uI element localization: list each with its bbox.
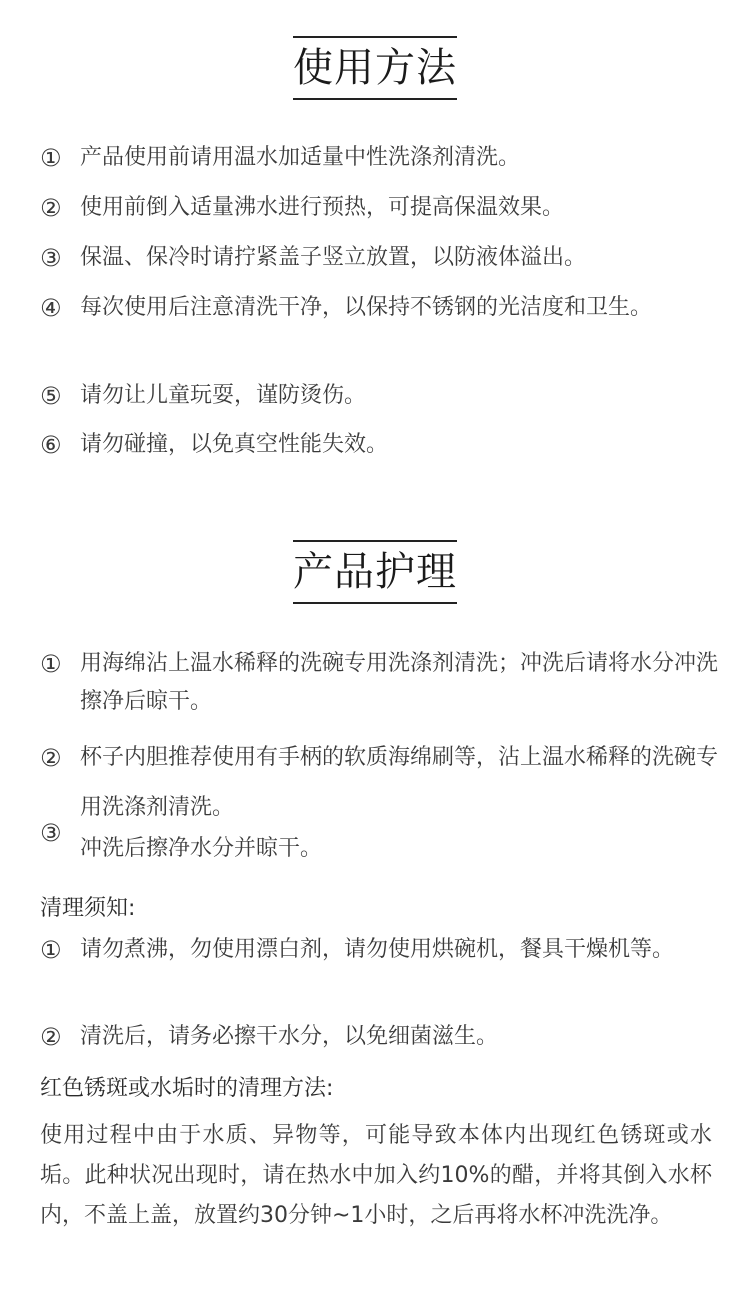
- item-text: 每次使用后注意清洗干净，以保持不锈钢的光洁度和卫生。: [80, 295, 653, 320]
- item-text: 杯子内胆推荐使用有手柄的软质海绵刷等，沾上温水稀释的洗碗专用洗涤剂清洗。: [80, 745, 719, 820]
- care-title: 产品护理: [0, 540, 750, 604]
- care-item-1: [40, 645, 720, 721]
- usage-item-4: [40, 289, 720, 327]
- notes-item-1: [40, 931, 720, 969]
- item-number: ②: [40, 744, 62, 772]
- item-text: 使用前倒入适量沸水进行预热，可提高保温效果。: [80, 195, 565, 220]
- item-number: ④: [40, 294, 62, 322]
- item-number: ①: [40, 936, 62, 964]
- item-text: 用海绵沾上温水稀释的洗碗专用洗涤剂清洗；冲洗后请将水分冲洗擦净后晾干。: [80, 651, 719, 714]
- item-text: 请勿让儿童玩耍，谨防烫伤。: [80, 383, 367, 408]
- notes-label: 清理须知:: [40, 896, 136, 921]
- usage-item-5: [40, 377, 720, 415]
- usage-item-1: [40, 139, 720, 177]
- usage-item-2: [40, 189, 720, 227]
- item-text: 产品使用前请用温水加适量中性洗涤剂清洗。: [80, 145, 521, 170]
- item-text: 保温、保冷时请拧紧盖子竖立放置，以防液体溢出。: [80, 245, 587, 270]
- item-text: 清洗后，请务必擦干水分，以免细菌滋生。: [80, 1024, 499, 1049]
- usage-item-3: [40, 239, 720, 277]
- item-number: ①: [40, 650, 62, 678]
- notes-item-2: [40, 1018, 720, 1056]
- care-item-2: [40, 733, 720, 833]
- rust-paragraph: 使用过程中由于水质、异物等，可能导致本体内出现红色锈斑或水垢。此种状况出现时，请在热水中加入约10%的醋，并将其倒入水杯内，不盖上盖，放置约30分钟~1小时，之后再将水杯冲洗洗净。: [40, 1123, 712, 1228]
- item-number: ③: [40, 244, 62, 272]
- item-number: ②: [40, 194, 62, 222]
- usage-item-6: [40, 426, 720, 464]
- item-number: ①: [40, 144, 62, 172]
- care-item-3: [40, 819, 720, 861]
- item-number: ⑤: [40, 382, 62, 410]
- rust-label: 红色锈斑或水垢时的清理方法:: [40, 1076, 334, 1101]
- usage-title: 使用方法: [0, 36, 750, 100]
- item-text: 冲洗后擦净水分并晾干。: [80, 836, 323, 861]
- item-text: 请勿碰撞，以免真空性能失效。: [80, 432, 389, 457]
- item-text: 请勿煮沸，勿使用漂白剂，请勿使用烘碗机，餐具干燥机等。: [80, 937, 675, 962]
- item-number: ③: [40, 819, 62, 847]
- item-number: ②: [40, 1023, 62, 1051]
- item-number: ⑥: [40, 431, 62, 459]
